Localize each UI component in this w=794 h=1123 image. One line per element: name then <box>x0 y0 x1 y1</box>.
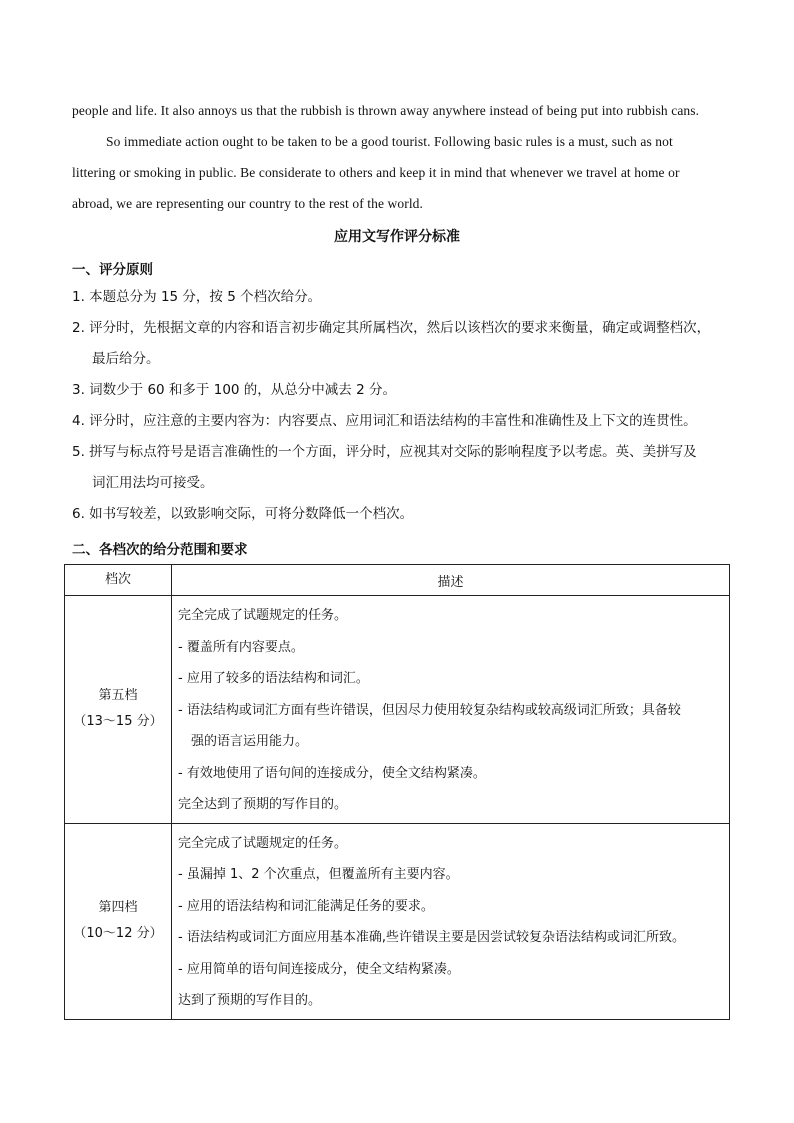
section-heading-grades: 二、各档次的给分范围和要求 <box>72 542 248 558</box>
list-item-continuation: 最后给分。 <box>92 351 160 367</box>
description-line: - 应用了较多的语法结构和词汇。 <box>178 671 369 686</box>
table-header-row <box>65 565 730 596</box>
level-cell <box>65 596 172 824</box>
description-line: - 虽漏掉 1、2 个次重点，但覆盖所有主要内容。 <box>178 867 459 882</box>
level-name: 第五档 <box>98 688 138 704</box>
list-item: 1. 本题总分为 15 分，按 5 个档次给分。 <box>72 289 322 305</box>
description-line: 完全完成了试题规定的任务。 <box>178 835 348 851</box>
level-cell <box>65 823 172 1019</box>
level-name: 第四档 <box>98 900 138 915</box>
description-line: 完全达到了预期的写作目的。 <box>178 797 348 812</box>
list-item-continuation: 词汇用法均可接受。 <box>92 475 214 491</box>
header-level: 档次 <box>65 565 172 596</box>
description-line-continuation: 强的语言运用能力。 <box>191 734 309 749</box>
list-item: 4. 评分时，应注意的主要内容为：内容要点、应用词汇和语法结构的丰富性和准确性及上下文的连贯性。 <box>72 413 697 429</box>
description-line: - 应用的语法结构和词汇能满足任务的要求。 <box>178 898 434 914</box>
level-range: （13～15 分） <box>73 714 163 730</box>
list-item: 2. 评分时，先根据文章的内容和语言初步确定其所属档次，然后以该档次的要求来衡量，确定或调整档次， <box>72 320 711 336</box>
description-cell <box>172 823 730 1019</box>
header-description: 描述 <box>172 565 730 596</box>
list-item: 6. 如书写较差，以致影响交际，可将分数降低一个档次。 <box>72 506 414 522</box>
section-heading-principles: 一、评分原则 <box>72 262 153 278</box>
description-line: - 语法结构或词汇方面有些许错误，但因尽力使用较复杂结构或较高级词汇所致；具备较 <box>178 702 681 718</box>
list-item: 5. 拼写与标点符号是语言准确性的一个方面，评分时，应视其对交际的影响程度予以考虑。英、美拼写及 <box>72 444 697 460</box>
essay-line: abroad, we are representing our country to the rest of the world. <box>72 196 423 211</box>
essay-text <box>72 95 732 219</box>
section-title: 应用文写作评分标准 <box>334 229 460 245</box>
description-line: - 覆盖所有内容要点。 <box>178 639 304 655</box>
principles-list <box>72 282 742 530</box>
essay-line: So immediate action ought to be taken to be a good tourist. Following basic rules is a must, such as not <box>106 134 673 149</box>
list-item: 3. 词数少于 60 和多于 100 的，从总分中减去 2 分。 <box>72 382 396 398</box>
grading-table <box>64 564 730 1020</box>
essay-line: littering or smoking in public. Be considerate to others and keep it in mind that whenever we travel at home or <box>72 165 680 180</box>
table-row <box>65 823 730 1019</box>
description-cell <box>172 596 730 824</box>
description-line: - 语法结构或词汇方面应用基本准确,些许错误主要是因尝试较复杂语法结构或词汇所致。 <box>178 930 685 945</box>
description-line: 完全完成了试题规定的任务。 <box>178 608 348 623</box>
description-line: - 有效地使用了语句间的连接成分，使全文结构紧凑。 <box>178 765 486 781</box>
description-line: - 应用简单的语句间连接成分，使全文结构紧凑。 <box>178 961 460 977</box>
level-range: （10～12 分） <box>73 926 163 941</box>
essay-line: people and life. It also annoys us that the rubbish is thrown away anywhere instead of being put into rubbish cans. <box>72 103 700 118</box>
table-row <box>65 596 730 824</box>
description-line: 达到了预期的写作目的。 <box>178 993 322 1008</box>
